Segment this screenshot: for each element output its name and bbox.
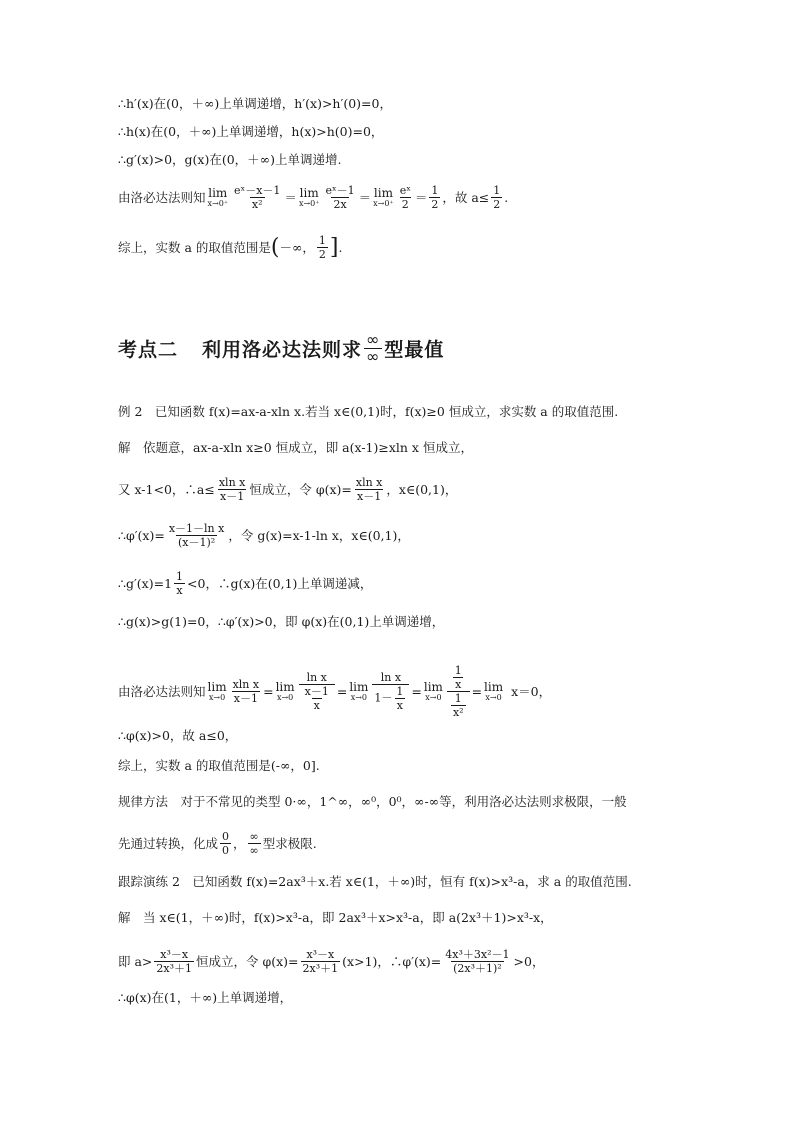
equals: ＝ xyxy=(414,189,428,205)
denominator: x² xyxy=(251,198,263,211)
denominator xyxy=(299,684,335,712)
lim-text: lim xyxy=(349,680,369,694)
numerator: ∞ xyxy=(249,830,259,843)
equals: ＝ xyxy=(284,189,297,205)
fraction xyxy=(447,664,470,719)
numerator: eˣ－x－1 xyxy=(234,184,281,197)
limit xyxy=(373,187,394,208)
text-line xyxy=(118,910,553,926)
text: ∴φ′(x)= xyxy=(118,527,165,543)
section-heading xyxy=(118,332,444,365)
method-line xyxy=(118,830,317,857)
text: ， xyxy=(233,835,246,851)
denominator: x xyxy=(455,678,462,691)
text: ∴h(x)在(0，＋∞)上单调递增，h(x)>h(0)=0， xyxy=(118,124,384,139)
denominator xyxy=(447,691,470,719)
lim-sub: x→0 xyxy=(425,693,442,702)
text: x＝0， xyxy=(511,683,552,699)
lim-text: lim xyxy=(484,680,504,694)
fraction xyxy=(453,664,464,691)
denominator: x xyxy=(313,699,320,712)
fraction xyxy=(323,184,356,211)
text: (x>1)，∴φ′(x)= xyxy=(342,953,442,969)
denominator: x xyxy=(396,699,403,712)
numerator: ∞ xyxy=(366,330,381,349)
text-line xyxy=(118,728,237,744)
numerator: x－1 xyxy=(304,685,329,698)
numerator xyxy=(449,664,468,691)
limit xyxy=(349,681,368,702)
lim-sub: x→0⁺ xyxy=(298,199,320,208)
denominator: 2x³＋1 xyxy=(156,962,193,975)
text: 由洛必达法则知 xyxy=(118,683,206,699)
denominator: x－1 xyxy=(220,490,245,503)
text: 解 依题意，ax-a-xln x≥0 恒成立，即 a(x-1)≥xln x 恒成立， xyxy=(118,440,473,455)
numerator: 1 xyxy=(431,184,439,197)
limit-line xyxy=(118,664,551,719)
text-line xyxy=(118,570,372,597)
text: 综上，实数 a 的取值范围是 xyxy=(118,239,271,255)
section-number: 考点二 xyxy=(118,339,179,361)
lim-text: lim xyxy=(373,186,393,200)
text-line xyxy=(118,476,457,503)
text: 1－ xyxy=(374,691,393,705)
lim-text: lim xyxy=(275,680,295,694)
section-suffix: 型最值 xyxy=(384,339,445,361)
text: 先通过转换，化成 xyxy=(118,835,219,851)
fraction xyxy=(354,476,385,503)
numerator: 1 xyxy=(176,570,184,583)
fraction xyxy=(451,692,466,719)
text-line xyxy=(118,758,320,774)
lim-sub: x→0 xyxy=(350,693,368,702)
text: ，令 g(x)=x-1-ln x，x∈(0,1)， xyxy=(228,527,410,543)
fraction xyxy=(232,184,282,211)
text: －∞， xyxy=(279,239,315,255)
denominator: (x－1)² xyxy=(177,536,216,549)
denominator: (2x³＋1)² xyxy=(453,962,502,975)
left-bracket: ( xyxy=(270,234,280,260)
equals: = xyxy=(471,683,483,699)
text: ∴g′(x)>0，g(x)在(0，＋∞)上单调递增. xyxy=(118,152,342,167)
denominator: ∞ xyxy=(366,347,381,366)
text: 又 x-1<0，∴a≤ xyxy=(118,481,215,497)
text: 恒成立，令 φ(x)= xyxy=(249,481,352,497)
text: ∴h′(x)在(0，＋∞)上单调递增，h′(x)>h′(0)=0， xyxy=(118,96,392,111)
text: 例 2 已知函数 f(x)=ax-a-xln x.若当 x∈(0,1)时，f(x)≥0 恒成立，求实数 a 的取值范围. xyxy=(118,404,619,419)
question-line xyxy=(118,874,632,890)
text-line xyxy=(118,948,544,975)
lim-sub: x→0⁺ xyxy=(373,199,394,208)
lim-text: lim xyxy=(208,186,228,200)
text: 综上，实数 a 的取值范围是(-∞，0]. xyxy=(118,758,320,773)
text: ∴g(x)>g(1)=0，∴φ′(x)>0，即 φ(x)在(0,1)上单调递增， xyxy=(118,614,445,629)
text: 规律方法 对于不常见的类型 0·∞，1^∞，∞⁰，0⁰，∞-∞等，利用洛必达法则求极限，一般 xyxy=(118,794,627,809)
numerator: 4x³＋3x²－1 xyxy=(445,948,510,961)
numerator: 0 xyxy=(222,830,230,843)
fraction xyxy=(398,184,413,211)
limit xyxy=(484,681,503,702)
text-line xyxy=(118,522,410,549)
fraction xyxy=(299,671,335,712)
text-line xyxy=(118,96,392,112)
equals: = xyxy=(263,683,274,699)
lim-text: lim xyxy=(423,680,443,694)
text: 解 当 x∈(1，＋∞)时，f(x)>x³-a，即 2ax³＋x>x³-a，即 a(2x³＋1)>x³-x， xyxy=(118,910,553,925)
denominator xyxy=(372,684,409,712)
text: >0， xyxy=(513,953,545,969)
text: ∴φ(x)在(1，＋∞)上单调递增， xyxy=(118,990,293,1005)
lim-sub: x→0 xyxy=(276,693,294,702)
denominator: 2x xyxy=(333,198,347,211)
denominator: 2 xyxy=(431,198,439,211)
text-line xyxy=(118,990,292,1006)
numerator: ln x xyxy=(380,671,402,684)
lim-sub: x→0⁺ xyxy=(207,199,229,208)
text: 由洛必达法则知 xyxy=(118,189,206,205)
numerator: eˣ xyxy=(399,184,411,197)
text: ，x∈(0,1)， xyxy=(386,481,458,497)
text: 型求极限. xyxy=(262,835,317,851)
numerator: x³－x xyxy=(160,948,189,961)
lim-sub: x→0 xyxy=(208,693,226,702)
fraction xyxy=(394,685,405,712)
numerator: 1 xyxy=(493,184,501,197)
text: . xyxy=(338,239,343,255)
numerator: 1 xyxy=(396,685,404,698)
text: 即 a> xyxy=(118,953,153,969)
limit xyxy=(299,187,320,208)
numerator: 1 xyxy=(318,234,326,247)
method-line xyxy=(118,794,627,810)
denominator: x－1 xyxy=(357,490,382,503)
lim-sub: x→0 xyxy=(485,693,502,702)
denominator: x xyxy=(176,584,183,597)
numerator: ln x xyxy=(306,671,327,684)
text: 恒成立，令 φ(x)= xyxy=(196,953,299,969)
equals: ＝ xyxy=(358,189,372,205)
question-line xyxy=(118,404,618,420)
fraction xyxy=(317,234,328,261)
text: <0，∴g(x)在(0,1)上单调递减， xyxy=(187,575,373,591)
numerator: xln x xyxy=(218,476,246,489)
limit xyxy=(424,681,443,702)
numerator: 1 xyxy=(454,664,462,677)
limit-line xyxy=(118,184,508,211)
limit xyxy=(208,681,227,702)
text: . xyxy=(504,189,509,205)
fraction xyxy=(217,476,248,503)
denominator: ∞ xyxy=(249,844,259,857)
numerator: x³－x xyxy=(306,948,335,961)
text: ∴φ(x)>0，故 a≤0， xyxy=(118,728,238,743)
denominator: x² xyxy=(452,706,464,719)
denominator: 2 xyxy=(401,198,409,211)
fraction xyxy=(231,678,262,705)
fraction xyxy=(364,332,382,365)
fraction xyxy=(303,685,331,712)
numerator: xln x xyxy=(232,678,260,691)
denominator: 2x³＋1 xyxy=(302,962,339,975)
text-line xyxy=(118,234,343,261)
numerator: x－1－ln x xyxy=(168,522,225,535)
text: 跟踪演练 2 已知函数 f(x)=2ax³＋x.若 x∈(1，＋∞)时，恒有 f(x)>x³-a，求 a 的取值范围. xyxy=(118,874,632,889)
numerator: 1 xyxy=(454,692,462,705)
text-line xyxy=(118,614,444,630)
fraction xyxy=(443,948,511,975)
text: ，故 a≤ xyxy=(442,189,490,205)
fraction xyxy=(174,570,185,597)
lim-text: lim xyxy=(299,186,319,200)
fraction xyxy=(429,184,440,211)
right-bracket: ] xyxy=(329,234,339,260)
limit xyxy=(276,681,295,702)
denominator: 0 xyxy=(222,844,230,857)
fraction xyxy=(154,948,194,975)
denominator: 2 xyxy=(318,248,326,261)
text-line xyxy=(118,440,473,456)
numerator: xln x xyxy=(355,476,383,489)
fraction xyxy=(220,830,231,857)
lim-text: lim xyxy=(207,680,227,694)
denominator: x－1 xyxy=(233,692,258,705)
section-title: 利用洛必达法则求 xyxy=(202,339,363,361)
limit xyxy=(208,187,229,208)
equals: = xyxy=(411,683,422,699)
fraction xyxy=(301,948,341,975)
text-line xyxy=(118,124,383,140)
fraction xyxy=(491,184,502,211)
text-line xyxy=(118,152,341,168)
fraction xyxy=(372,671,409,712)
numerator: eˣ－1 xyxy=(325,184,355,197)
denominator: 2 xyxy=(493,198,501,211)
fraction xyxy=(248,830,261,857)
text: ∴g′(x)=1 xyxy=(118,575,173,591)
equals: = xyxy=(336,683,348,699)
fraction xyxy=(167,522,227,549)
